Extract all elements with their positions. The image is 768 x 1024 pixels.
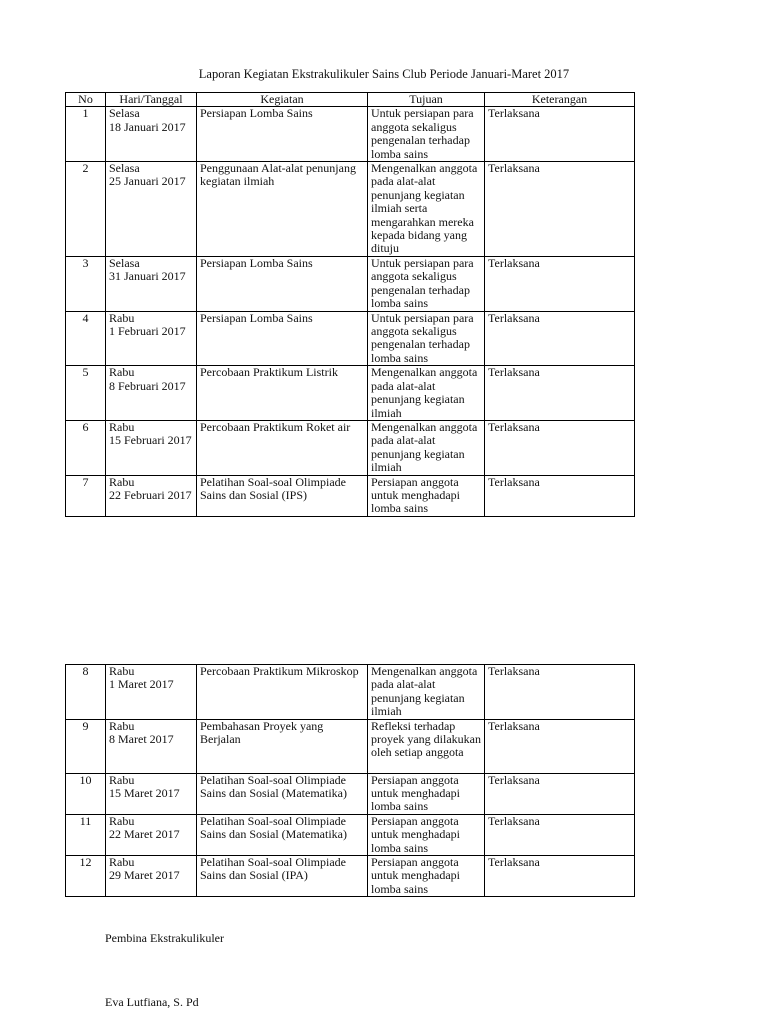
row-kegiatan: Percobaan Praktikum Listrik xyxy=(197,366,368,421)
row-tujuan: Persiapan anggota untuk menghadapi lomba sains xyxy=(368,814,485,855)
row-no: 4 xyxy=(66,311,106,366)
row-kegiatan: Penggunaan Alat-alat penunjang kegiatan ilmiah xyxy=(197,162,368,257)
table-row xyxy=(66,366,635,421)
row-hari: Selasa xyxy=(109,256,140,271)
row-tujuan: Persiapan anggota untuk menghadapi lomba sains xyxy=(368,475,485,516)
row-tanggal: 8 Februari 2017 xyxy=(109,378,186,393)
row-tujuan: Mengenalkan anggota pada alat-alat penunjang kegiatan ilmiah xyxy=(368,420,485,475)
row-hari: Rabu xyxy=(109,365,135,380)
row-tanggal: 22 Februari 2017 xyxy=(109,487,192,502)
row-hari-tanggal xyxy=(106,719,197,773)
table-row xyxy=(66,719,635,773)
row-hari: Selasa xyxy=(109,161,140,176)
table-row xyxy=(66,475,635,516)
row-kegiatan: Pelatihan Soal-soal Olimpiade Sains dan Sosial (Matematika) xyxy=(197,773,368,814)
row-no: 10 xyxy=(66,773,106,814)
row-kegiatan: Pembahasan Proyek yang Berjalan xyxy=(197,719,368,773)
row-hari: Rabu xyxy=(109,475,135,489)
row-tujuan: Mengenalkan anggota pada alat-alat penunjang kegiatan ilmiah serta mengarahkan mereka kepada bidang yang dituju xyxy=(368,162,485,257)
row-hari: Rabu xyxy=(109,420,135,434)
row-tujuan: Untuk persiapan para anggota sekaligus pengenalan terhadap lomba sains xyxy=(368,257,485,312)
row-hari: Rabu xyxy=(109,855,135,870)
row-tujuan: Mengenalkan anggota pada alat-alat penunjang kegiatan ilmiah xyxy=(368,366,485,421)
row-tanggal: 8 Maret 2017 xyxy=(109,732,174,747)
row-kegiatan: Percobaan Praktikum Mikroskop xyxy=(197,665,368,720)
row-tujuan: Untuk persiapan para anggota sekaligus pengenalan terhadap lomba sains xyxy=(368,311,485,366)
row-no: 9 xyxy=(66,719,106,773)
row-keterangan: Terlaksana xyxy=(485,257,635,312)
table-header-row xyxy=(66,93,635,107)
header-no: No xyxy=(66,93,106,107)
table-row xyxy=(66,814,635,855)
table-row xyxy=(66,856,635,897)
row-hari: Rabu xyxy=(109,773,135,787)
row-keterangan: Terlaksana xyxy=(485,366,635,421)
row-no: 2 xyxy=(66,162,106,257)
row-kegiatan: Pelatihan Soal-soal Olimpiade Sains dan Sosial (IPS) xyxy=(197,475,368,516)
activity-table-page-1 xyxy=(65,92,635,517)
header-keterangan: Keterangan xyxy=(485,93,635,107)
row-tanggal: 31 Januari 2017 xyxy=(109,269,186,284)
row-keterangan: Terlaksana xyxy=(485,719,635,773)
row-keterangan: Terlaksana xyxy=(485,107,635,162)
row-no: 8 xyxy=(66,665,106,720)
row-tujuan: Untuk persiapan para anggota sekaligus pengenalan terhadap lomba sains xyxy=(368,107,485,162)
row-kegiatan: Persiapan Lomba Sains xyxy=(197,107,368,162)
row-kegiatan: Persiapan Lomba Sains xyxy=(197,257,368,312)
row-hari-tanggal xyxy=(106,814,197,855)
row-tanggal: 18 Januari 2017 xyxy=(109,119,186,134)
row-keterangan: Terlaksana xyxy=(485,773,635,814)
row-keterangan: Terlaksana xyxy=(485,856,635,897)
row-tanggal: 1 Maret 2017 xyxy=(109,677,174,692)
row-tanggal: 15 Maret 2017 xyxy=(109,786,180,801)
header-hari-tanggal: Hari/Tanggal xyxy=(106,93,197,107)
header-tujuan: Tujuan xyxy=(368,93,485,107)
table-row xyxy=(66,311,635,366)
row-kegiatan: Persiapan Lomba Sains xyxy=(197,311,368,366)
header-kegiatan: Kegiatan xyxy=(197,93,368,107)
table-row xyxy=(66,162,635,257)
activity-table-page-2 xyxy=(65,664,635,897)
table-row xyxy=(66,257,635,312)
row-no: 12 xyxy=(66,856,106,897)
row-hari-tanggal xyxy=(106,856,197,897)
table-row xyxy=(66,665,635,720)
table-row xyxy=(66,773,635,814)
row-hari-tanggal xyxy=(106,665,197,720)
row-hari: Rabu xyxy=(109,814,135,828)
row-keterangan: Terlaksana xyxy=(485,420,635,475)
row-kegiatan: Pelatihan Soal-soal Olimpiade Sains dan Sosial (IPA) xyxy=(197,856,368,897)
row-no: 7 xyxy=(66,475,106,516)
row-tujuan: Persiapan anggota untuk menghadapi lomba sains xyxy=(368,856,485,897)
table-row xyxy=(66,420,635,475)
pembina-label: Pembina Ekstrakulikuler xyxy=(105,931,224,945)
row-hari-tanggal xyxy=(106,311,197,366)
row-no: 5 xyxy=(66,366,106,421)
signer-name: Eva Lutfiana, S. Pd xyxy=(105,995,199,1009)
row-tujuan: Mengenalkan anggota pada alat-alat penunjang kegiatan ilmiah xyxy=(368,665,485,720)
row-keterangan: Terlaksana xyxy=(485,475,635,516)
table-row xyxy=(66,107,635,162)
row-tujuan: Persiapan anggota untuk menghadapi lomba sains xyxy=(368,773,485,814)
row-tanggal: 29 Maret 2017 xyxy=(109,868,180,883)
row-kegiatan: Percobaan Praktikum Roket air xyxy=(197,420,368,475)
row-hari: Rabu xyxy=(109,311,135,325)
row-tanggal: 25 Januari 2017 xyxy=(109,174,186,189)
row-hari: Rabu xyxy=(109,719,135,733)
row-keterangan: Terlaksana xyxy=(485,162,635,257)
row-hari: Selasa xyxy=(109,106,140,121)
row-hari: Rabu xyxy=(109,664,135,678)
row-no: 11 xyxy=(66,814,106,855)
row-hari-tanggal xyxy=(106,257,197,312)
row-no: 3 xyxy=(66,257,106,312)
row-keterangan: Terlaksana xyxy=(485,665,635,720)
row-tanggal: 1 Februari 2017 xyxy=(109,324,186,339)
report-title: Laporan Kegiatan Ekstrakulikuler Sains Club Periode Januari-Maret 2017 xyxy=(198,67,570,81)
row-no: 6 xyxy=(66,420,106,475)
row-hari-tanggal xyxy=(106,162,197,257)
row-hari-tanggal xyxy=(106,475,197,516)
row-no: 1 xyxy=(66,107,106,162)
row-hari-tanggal xyxy=(106,420,197,475)
row-keterangan: Terlaksana xyxy=(485,311,635,366)
row-keterangan: Terlaksana xyxy=(485,814,635,855)
row-tujuan: Refleksi terhadap proyek yang dilakukan oleh setiap anggota xyxy=(368,719,485,773)
row-hari-tanggal xyxy=(106,107,197,162)
row-tanggal: 15 Februari 2017 xyxy=(109,433,192,448)
row-tanggal: 22 Maret 2017 xyxy=(109,827,180,842)
row-hari-tanggal xyxy=(106,773,197,814)
row-kegiatan: Pelatihan Soal-soal Olimpiade Sains dan Sosial (Matematika) xyxy=(197,814,368,855)
row-hari-tanggal xyxy=(106,366,197,421)
